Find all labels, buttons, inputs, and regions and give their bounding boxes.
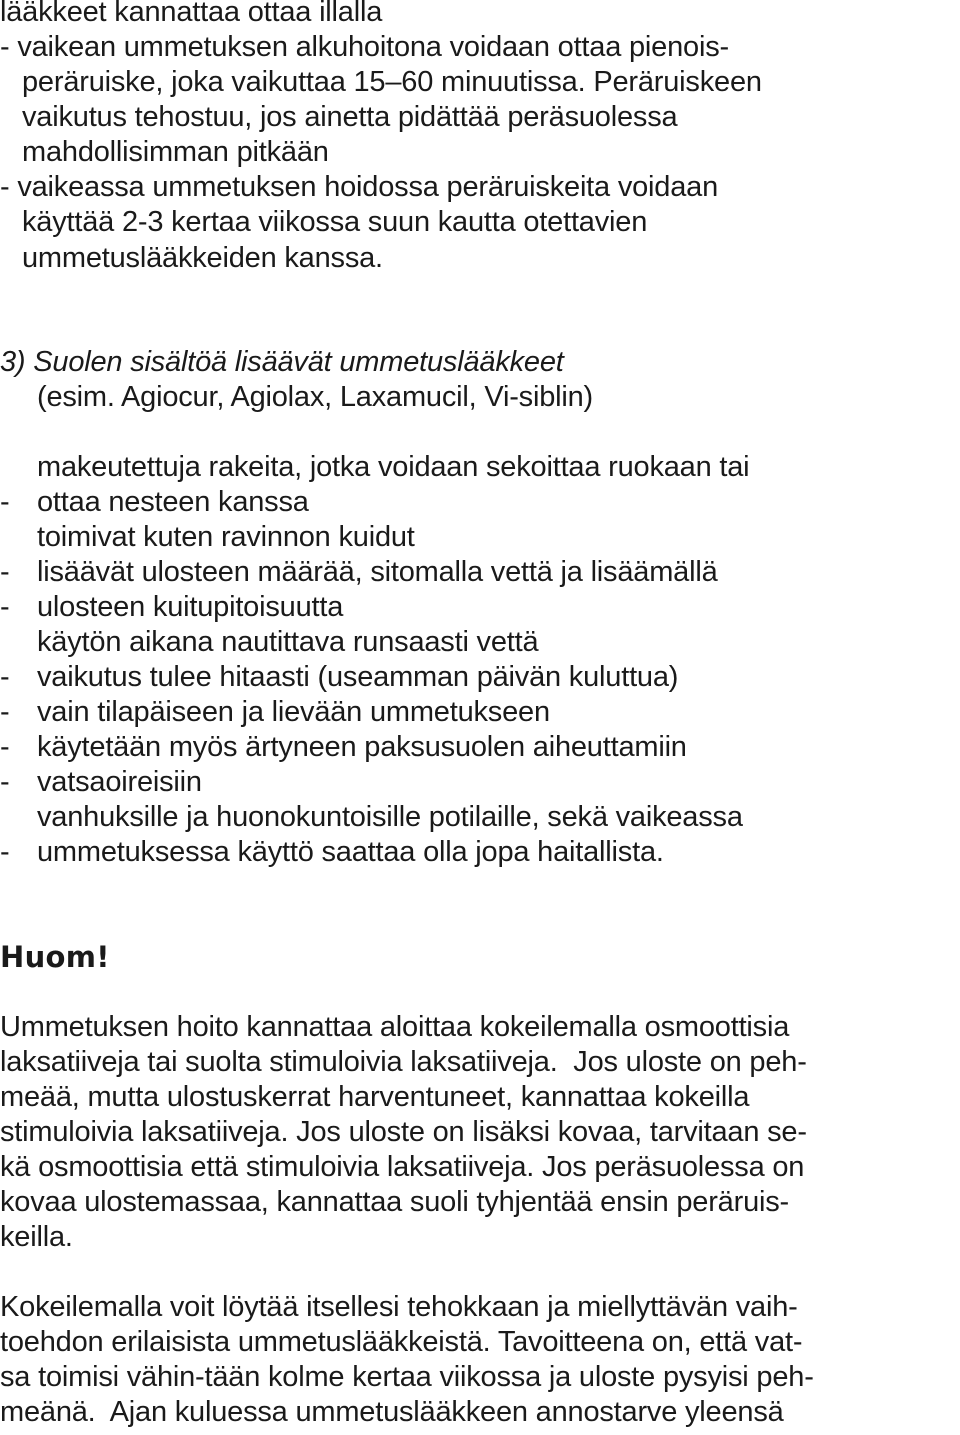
- paragraph-line: meänä. Ajan kuluessa ummetuslääkkeen annostarve yleensä: [0, 1396, 784, 1428]
- list-item-text: käytetään myös ärtyneen paksusuolen aiheuttamiin: [37, 731, 687, 763]
- list-item-text: makeutettuja rakeita, jotka voidaan sekoittaa ruokaan tai: [37, 451, 750, 483]
- list-item: [0, 800, 960, 870]
- section-subheading: (esim. Agiocur, Agiolax, Laxamucil, Vi-siblin): [37, 381, 594, 413]
- list-item: [0, 450, 960, 520]
- intro-line: käyttää 2-3 kertaa viikossa suun kautta otettavien: [22, 206, 648, 238]
- note-title: Huom!: [0, 940, 110, 974]
- list-item-text: ulosteen kuitupitoisuutta: [37, 591, 344, 623]
- list-item-text: vaikutus tulee hitaasti (useamman päivän kuluttua): [37, 661, 679, 693]
- intro-line: mahdollisimman pitkään: [22, 136, 329, 168]
- intro-line: lääkkeet kannattaa ottaa illalla: [0, 0, 383, 28]
- list-item-text: vanhuksille ja huonokuntoisille potilaille, sekä vaikeassa: [37, 801, 743, 833]
- paragraph-line: toehdon erilaisista ummetuslääkkeistä. Tavoitteena on, että vat-: [0, 1326, 803, 1358]
- paragraph-line: laksatiiveja tai suolta stimuloivia laksatiiveja. Jos uloste on peh-: [0, 1046, 807, 1078]
- paragraph-line: kä osmoottisia että stimuloivia laksatiiveja. Jos peräsuolessa on: [0, 1151, 805, 1183]
- bullet-marker: -: [0, 696, 10, 728]
- bullet-marker: -: [0, 766, 10, 798]
- list-item-text: käytön aikana nautittava runsaasti vettä: [37, 626, 539, 658]
- list-item-text: lisäävät ulosteen määrää, sitomalla vettä ja lisäämällä: [37, 556, 718, 588]
- paragraph-line: kovaa ulostemassaa, kannattaa suoli tyhjentää ensin peräruis-: [0, 1186, 789, 1218]
- paragraph-line: keilla.: [0, 1221, 73, 1253]
- paragraph-line: Kokeilemalla voit löytää itsellesi tehokkaan ja miellyttävän vaih-: [0, 1291, 798, 1323]
- bullet-marker: -: [0, 836, 10, 868]
- list-item-text: ottaa nesteen kanssa: [37, 486, 309, 518]
- list-item: [0, 555, 960, 625]
- intro-line: vaikutus tehostuu, jos ainetta pidättää peräsuolessa: [22, 101, 678, 133]
- bullet-marker: -: [0, 556, 10, 588]
- list-item: [0, 730, 960, 800]
- bullet-marker: -: [0, 731, 10, 763]
- list-item-text: vain tilapäiseen ja lievään ummetukseen: [37, 696, 550, 728]
- paragraph-line: Ummetuksen hoito kannattaa aloittaa kokeilemalla osmoottisia: [0, 1011, 790, 1043]
- intro-line: - vaikeassa ummetuksen hoidossa peräruiskeita voidaan: [0, 171, 719, 203]
- intro-line: - vaikean ummetuksen alkuhoitona voidaan ottaa pienois-: [0, 31, 729, 63]
- list-item-text: vatsaoireisiin: [37, 766, 202, 798]
- paragraph-line: stimuloivia laksatiiveja. Jos uloste on lisäksi kovaa, tarvitaan se-: [0, 1116, 807, 1148]
- bullet-marker: -: [0, 486, 10, 518]
- intro-line: ummetuslääkkeiden kanssa.: [22, 242, 383, 274]
- bullet-marker: -: [0, 661, 10, 693]
- list-item-text: ummetuksessa käyttö saattaa olla jopa haitallista.: [37, 836, 664, 868]
- bullet-marker: -: [0, 591, 10, 623]
- intro-line: peräruiske, joka vaikuttaa 15–60 minuutissa. Peräruiskeen: [22, 66, 762, 98]
- list-item-text: toimivat kuten ravinnon kuidut: [37, 521, 415, 553]
- section-heading: 3) Suolen sisältöä lisäävät ummetuslääkkeet: [0, 346, 564, 378]
- paragraph-line: sa toimisi vähin-tään kolme kertaa viikossa ja uloste pysyisi peh-: [0, 1361, 814, 1393]
- paragraph-line: meää, mutta ulostuskerrat harventuneet, kannattaa kokeilla: [0, 1081, 750, 1113]
